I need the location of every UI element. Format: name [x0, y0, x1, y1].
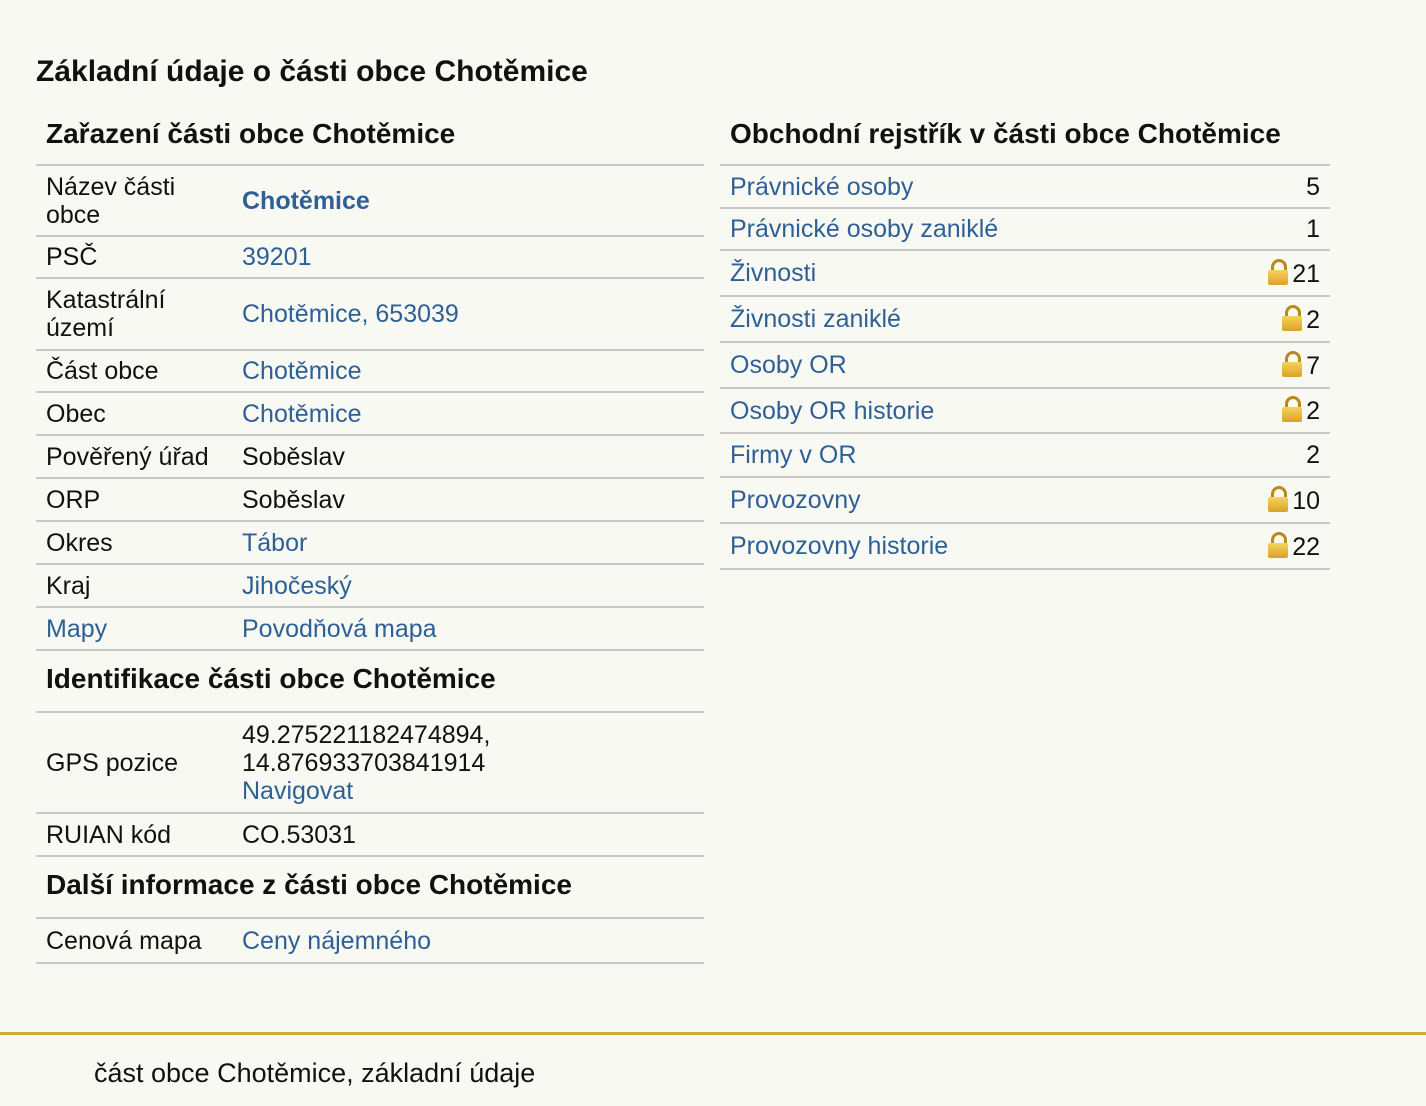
table-row [36, 607, 704, 650]
lock-icon[interactable] [1268, 259, 1288, 285]
row-label: Okres [36, 521, 232, 564]
rejstrik-row [720, 166, 1330, 208]
rejstrik-link[interactable]: Provozovny historie [730, 532, 949, 560]
row-label: PSČ [36, 236, 232, 278]
gps-latitude: 49.275221182474894, [242, 720, 491, 749]
footer-divider [0, 1032, 1426, 1035]
rejstrik-row [720, 342, 1330, 388]
rejstrik-count: 10 [1292, 486, 1320, 515]
rejstrik-count: 5 [1306, 172, 1320, 201]
lock-icon[interactable] [1282, 396, 1302, 422]
row-label: Pověřený úřad [36, 435, 232, 478]
lock-icon[interactable] [1268, 532, 1288, 558]
okres-link[interactable]: Tábor [242, 528, 308, 557]
mapy-link[interactable]: Mapy [46, 614, 108, 643]
row-label: ORP [36, 478, 232, 521]
rejstrik-count: 7 [1306, 351, 1320, 380]
rejstrik-link[interactable]: Živnosti zaniklé [730, 305, 901, 333]
gps-label: GPS pozice [36, 713, 232, 813]
rejstrik-row [720, 208, 1330, 250]
lock-icon[interactable] [1282, 305, 1302, 331]
table-row [36, 166, 704, 236]
rejstrik-count: 1 [1306, 215, 1320, 243]
rejstrik-title: Obchodní rejstřík v části obce Chotěmice [720, 108, 1330, 166]
zarazeni-title: Zařazení části obce Chotěmice [36, 108, 704, 166]
table-row [36, 713, 704, 813]
table-row [36, 564, 704, 607]
rejstrik-link[interactable]: Právnické osoby [730, 172, 914, 201]
page-title: Základní údaje o části obce Chotěmice [36, 55, 588, 88]
rejstrik-row [720, 296, 1330, 342]
identifikace-title: Identifikace části obce Chotěmice [36, 651, 704, 713]
obec-link[interactable]: Chotěmice [242, 399, 362, 428]
rejstrik-link[interactable]: Provozovny [730, 486, 861, 514]
rejstrik-count: 2 [1306, 305, 1320, 334]
rejstrik-link[interactable]: Živnosti [730, 259, 817, 287]
ruian-value: CO.53031 [232, 813, 704, 856]
rejstrik-row [720, 477, 1330, 523]
psc-link[interactable]: 39201 [242, 243, 312, 271]
kraj-link[interactable]: Jihočeský [242, 571, 352, 600]
zarazeni-table [36, 166, 704, 651]
rejstrik-row [720, 523, 1330, 569]
lock-icon[interactable] [1268, 486, 1288, 512]
row-label: Katastrální území [36, 278, 232, 350]
cast-obce-link[interactable]: Chotěmice [242, 357, 362, 385]
row-label: Název části obce [36, 166, 232, 236]
rejstrik-table [720, 166, 1330, 570]
rejstrik-row [720, 388, 1330, 433]
table-row [36, 392, 704, 435]
row-label: Kraj [36, 564, 232, 607]
right-column [720, 108, 1330, 570]
rejstrik-link[interactable]: Firmy v OR [730, 441, 857, 469]
identifikace-table [36, 713, 704, 857]
katastralni-uzemi-link[interactable]: Chotěmice, 653039 [242, 300, 459, 328]
rejstrik-link[interactable]: Osoby OR [730, 351, 847, 379]
orp-value: Soběslav [232, 478, 704, 521]
povodnova-mapa-link[interactable]: Povodňová mapa [242, 614, 437, 643]
left-column [36, 108, 704, 964]
table-row [36, 521, 704, 564]
table-row [36, 236, 704, 278]
cenova-mapa-label: Cenová mapa [36, 919, 232, 963]
gps-longitude: 14.876933703841914 [242, 748, 486, 777]
table-row [36, 350, 704, 392]
table-row [36, 919, 704, 963]
table-row [36, 435, 704, 478]
row-label: Obec [36, 392, 232, 435]
table-row [36, 278, 704, 350]
row-label: Část obce [36, 350, 232, 392]
rejstrik-row [720, 250, 1330, 296]
dalsi-table [36, 919, 704, 964]
navigate-link[interactable]: Navigovat [242, 776, 354, 805]
dalsi-title: Další informace z části obce Chotěmice [36, 857, 704, 919]
ceny-najemneho-link[interactable]: Ceny nájemného [242, 926, 432, 955]
rejstrik-count: 22 [1292, 532, 1320, 561]
rejstrik-row [720, 433, 1330, 477]
rejstrik-count: 2 [1306, 441, 1320, 469]
rejstrik-link[interactable]: Osoby OR historie [730, 396, 935, 425]
rejstrik-count: 21 [1292, 259, 1320, 288]
rejstrik-count: 2 [1306, 397, 1320, 425]
nazev-casti-obce-link[interactable]: Chotěmice [242, 186, 370, 215]
ruian-label: RUIAN kód [36, 813, 232, 856]
rejstrik-link[interactable]: Právnické osoby zaniklé [730, 215, 999, 243]
lock-icon[interactable] [1282, 351, 1302, 377]
footer-caption: část obce Chotěmice, základní údaje [94, 1058, 536, 1088]
povereny-urad-value: Soběslav [232, 435, 704, 478]
table-row [36, 813, 704, 856]
table-row [36, 478, 704, 521]
